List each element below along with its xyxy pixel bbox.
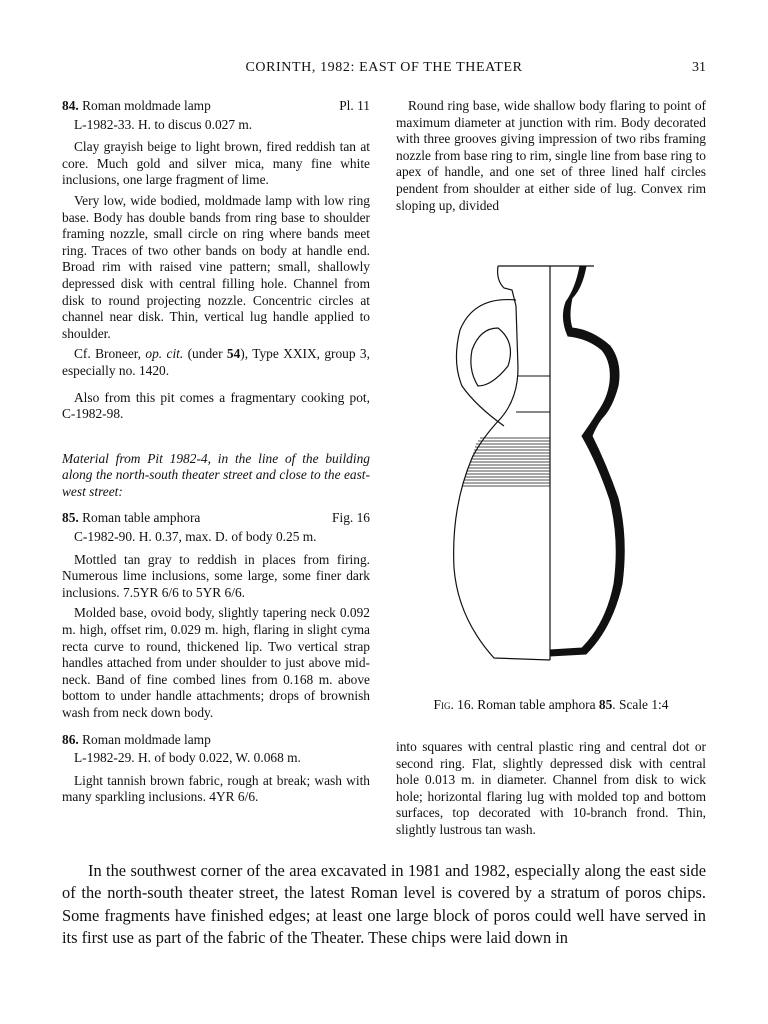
entry-85-heading [62, 510, 370, 527]
page-header [62, 60, 706, 78]
entry-85-figure-ref: Fig. 16 [332, 510, 370, 526]
entry-84-number: 84. [62, 98, 79, 113]
cf-prefix: Cf. Broneer, [74, 346, 142, 362]
entry-86-description-bottom: into squares with central plastic ring and central dot or second ring. Flat, slightly depressed disk with central hole 0.013 m. in diameter. Channel from disk to wick hole; horizontal flaring lug with molded top and bottom surfaces, top decorated with 10-branch frond. Thin, slightly lustrous tan wash. [396, 739, 706, 837]
pit-heading: Material from Pit 1982-4, in the line of the building along the north-south theater street and close to the east-west street: [62, 450, 370, 499]
figure-caption-text: Roman table amphora [477, 697, 596, 712]
right-column-top [396, 98, 706, 218]
entry-85-number: 85. [62, 510, 79, 526]
entry-85-title: Roman table amphora [82, 510, 201, 526]
entry-84-title: Roman moldmade lamp [82, 98, 211, 113]
cf-under: (under [187, 346, 223, 362]
entry-84-fabric: Clay grayish beige to light brown, fired reddish tan at core. Much gold and silver mica, many fine white inclusions, one large fragment of lime. [62, 139, 370, 188]
figure-label: Fig. 16. [433, 697, 474, 712]
entry-86-heading [62, 732, 370, 749]
entry-86-fabric: Light tannish brown fabric, rough at break; wash with many sparkling inclusions. 4YR 6/6. [62, 772, 370, 805]
entry-85-description: Molded base, ovoid body, slightly tapering neck 0.092 m. high, offset rim, 0.029 m. high, flaring in slight cyma recta curve to round, thickened lip. Two vertical strap handles attached from under shoulder to just above mid-neck. Band of fine combed lines from 0.168 m. above bottom to under handle attachments; drops of brownish wash from neck down body. [62, 605, 370, 720]
cf-rest: ), Type XXIX, group 3, especially no. 1420. [62, 346, 370, 378]
entry-84-heading [62, 98, 370, 115]
entry-84-description: Very low, wide bodied, moldmade lamp with low ring base. Body has double bands from ring base to shoulder framing nozzle, small circle on ring where bands meet ring. Traces of two other bands on body at handle end. Broad rim with raised vine pattern; small, shallowly depressed disk with central filling hole. Channel from disk to round projecting nozzle. Concentric circles at channel near disk. Thin, vertical lug handle applied to shoulder. [62, 192, 370, 341]
combed-lines [462, 438, 550, 486]
amphora-drawing [396, 258, 706, 678]
body-paragraph: In the southwest corner of the area excavated in 1981 and 1982, especially along the east side of the north-south theater street, the latest Roman level is covered by a stratum of poros chips. Some fragments have finished edges; at least one large block of poros could well have served in its first use as part of the fabric of the Theater. These chips were laid down in [62, 861, 706, 948]
entry-86-number: 86. [62, 731, 79, 747]
right-column-bottom [396, 739, 706, 843]
amphora-illustration [396, 258, 706, 678]
entry-84-plate-ref: Pl. 11 [339, 98, 370, 113]
left-column [62, 98, 370, 810]
figure-ref-number: 85 [598, 697, 613, 712]
cf-ref-number: 54 [226, 346, 241, 362]
entry-85-fabric: Mottled tan gray to reddish in places from firing. Numerous lime inclusions, some large, some finer dark inclusions. 7.5YR 6/6 to 5YR 6/6. [62, 551, 370, 600]
entry-85-inventory: C-1982-90. H. 0.37, max. D. of body 0.25 m. [74, 529, 317, 545]
entry-84-inventory: L-1982-33. H. to discus 0.027 m. [74, 116, 253, 132]
entry-86-inventory: L-1982-29. H. of body 0.022, W. 0.068 m. [74, 750, 301, 766]
page-number: 31 [692, 60, 706, 75]
body-paragraph-block [62, 860, 706, 950]
entry-86-title: Roman moldmade lamp [82, 731, 211, 747]
figure-caption [396, 697, 706, 713]
entry-84-also: Also from this pit comes a fragmentary cooking pot, C-1982-98. [62, 389, 370, 422]
cf-opcit: op. cit. [145, 346, 184, 362]
entry-86-description-top: Round ring base, wide shallow body flaring to point of maximum diameter at junction with rim. Body decorated with three grooves giving impression of two ribs framing nozzle from base ring to rim, single line from base ring to apex of handle, and one set of three lined half circles pendent from shoulder at either side of lug. Convex rim sloping up, divided [396, 98, 706, 213]
entry-84-comparanda [62, 346, 370, 379]
figure-scale: . Scale 1:4 [612, 697, 669, 712]
running-head: CORINTH, 1982: EAST OF THE THEATER [245, 60, 523, 75]
